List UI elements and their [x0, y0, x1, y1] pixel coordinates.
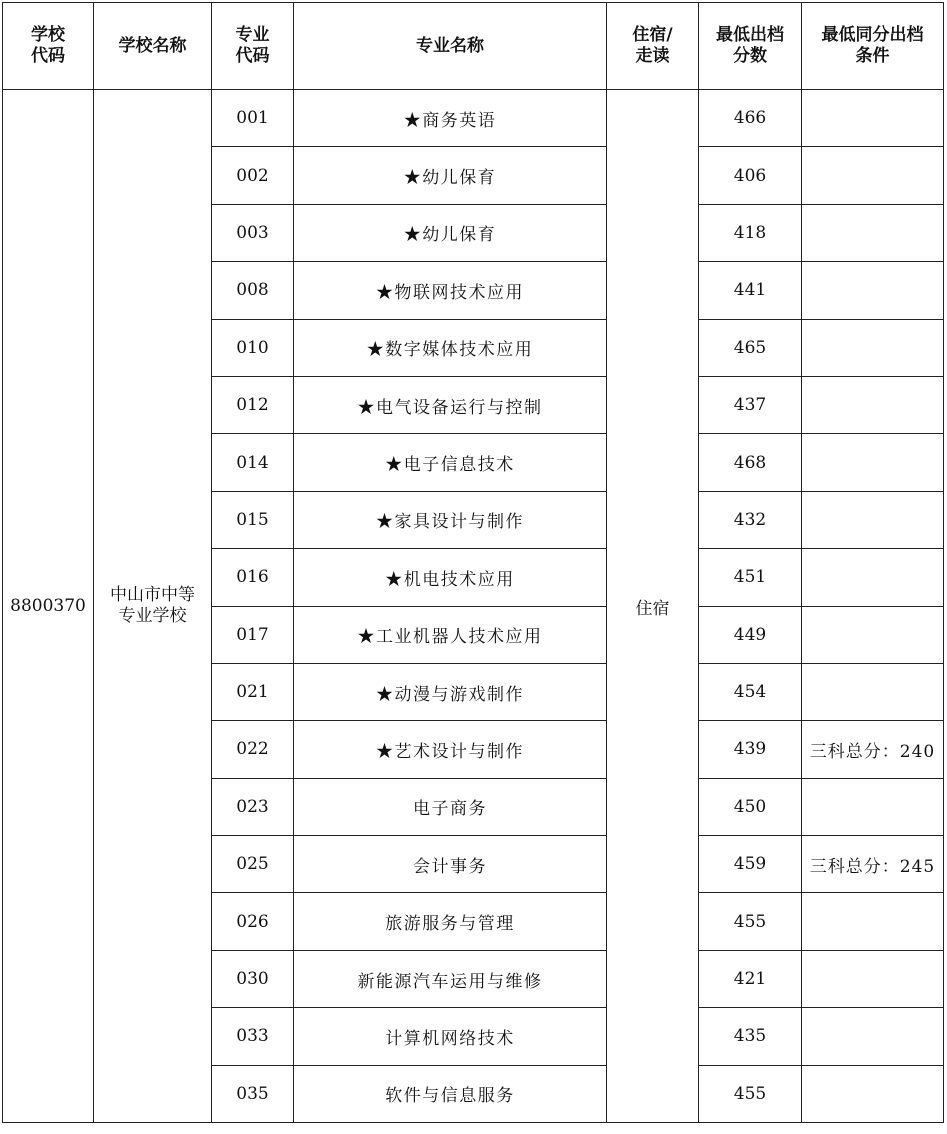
major-name-cell: 会计事务 [294, 836, 607, 893]
tie-condition-cell [802, 262, 944, 319]
min-score-cell: 437 [699, 376, 802, 433]
major-name-cell: 软件与信息服务 [294, 1065, 607, 1122]
min-score-cell: 450 [699, 778, 802, 835]
major-code-cell: 033 [212, 1008, 294, 1065]
min-score-cell: 432 [699, 491, 802, 548]
tie-condition-cell [802, 147, 944, 204]
table-body [3, 90, 944, 1123]
major-code-cell: 015 [212, 491, 294, 548]
header-row [3, 3, 944, 90]
tie-condition-cell [802, 90, 944, 147]
major-code-cell: 022 [212, 721, 294, 778]
min-score-cell: 441 [699, 262, 802, 319]
major-name-cell: ★动漫与游戏制作 [294, 663, 607, 720]
major-name-cell: ★工业机器人技术应用 [294, 606, 607, 663]
header-boarding: 住宿/ 走读 [607, 3, 699, 90]
header-major-code: 专业 代码 [212, 3, 294, 90]
major-name-cell: 计算机网络技术 [294, 1008, 607, 1065]
major-name-cell: 新能源汽车运用与维修 [294, 950, 607, 1007]
major-name-cell: ★幼儿保育 [294, 147, 607, 204]
major-code-cell: 017 [212, 606, 294, 663]
table-row [3, 90, 944, 147]
major-code-cell: 016 [212, 549, 294, 606]
major-name-cell: ★物联网技术应用 [294, 262, 607, 319]
tie-condition-cell: 三科总分：245 [802, 836, 944, 893]
major-name-cell: ★家具设计与制作 [294, 491, 607, 548]
major-name-cell: ★电气设备运行与控制 [294, 376, 607, 433]
tie-condition-cell [802, 663, 944, 720]
major-name-cell: 旅游服务与管理 [294, 893, 607, 950]
min-score-cell: 455 [699, 1065, 802, 1122]
header-major-name: 专业名称 [294, 3, 607, 90]
major-code-cell: 025 [212, 836, 294, 893]
min-score-cell: 435 [699, 1008, 802, 1065]
major-code-cell: 002 [212, 147, 294, 204]
min-score-cell: 439 [699, 721, 802, 778]
major-code-cell: 012 [212, 376, 294, 433]
major-name-cell: ★电子信息技术 [294, 434, 607, 491]
tie-condition-cell [802, 491, 944, 548]
tie-condition-cell [802, 319, 944, 376]
min-score-cell: 466 [699, 90, 802, 147]
major-code-cell: 035 [212, 1065, 294, 1122]
min-score-cell: 421 [699, 950, 802, 1007]
min-score-cell: 465 [699, 319, 802, 376]
min-score-cell: 449 [699, 606, 802, 663]
min-score-cell: 455 [699, 893, 802, 950]
min-score-cell: 468 [699, 434, 802, 491]
school-name-cell: 中山市中等 专业学校 [94, 90, 212, 1123]
major-code-cell: 026 [212, 893, 294, 950]
major-code-cell: 010 [212, 319, 294, 376]
major-code-cell: 021 [212, 663, 294, 720]
admission-score-table [2, 2, 944, 1123]
tie-condition-cell [802, 204, 944, 261]
major-name-cell: ★幼儿保育 [294, 204, 607, 261]
tie-condition-cell [802, 950, 944, 1007]
major-name-cell: ★机电技术应用 [294, 549, 607, 606]
header-min-score: 最低出档 分数 [699, 3, 802, 90]
tie-condition-cell [802, 893, 944, 950]
major-code-cell: 001 [212, 90, 294, 147]
major-code-cell: 030 [212, 950, 294, 1007]
min-score-cell: 454 [699, 663, 802, 720]
major-code-cell: 014 [212, 434, 294, 491]
min-score-cell: 459 [699, 836, 802, 893]
major-name-cell: 电子商务 [294, 778, 607, 835]
major-name-cell: ★商务英语 [294, 90, 607, 147]
major-name-cell: ★数字媒体技术应用 [294, 319, 607, 376]
min-score-cell: 406 [699, 147, 802, 204]
tie-condition-cell [802, 549, 944, 606]
major-name-cell: ★艺术设计与制作 [294, 721, 607, 778]
min-score-cell: 451 [699, 549, 802, 606]
school-code-cell: 8800370 [3, 90, 94, 1123]
tie-condition-cell: 三科总分：240 [802, 721, 944, 778]
major-code-cell: 023 [212, 778, 294, 835]
major-code-cell: 008 [212, 262, 294, 319]
tie-condition-cell [802, 434, 944, 491]
tie-condition-cell [802, 1065, 944, 1122]
tie-condition-cell [802, 1008, 944, 1065]
min-score-cell: 418 [699, 204, 802, 261]
tie-condition-cell [802, 606, 944, 663]
major-code-cell: 003 [212, 204, 294, 261]
header-tie-condition: 最低同分出档 条件 [802, 3, 944, 90]
boarding-cell: 住宿 [607, 90, 699, 1123]
header-school-name: 学校名称 [94, 3, 212, 90]
header-school-code: 学校 代码 [3, 3, 94, 90]
tie-condition-cell [802, 376, 944, 433]
tie-condition-cell [802, 778, 944, 835]
